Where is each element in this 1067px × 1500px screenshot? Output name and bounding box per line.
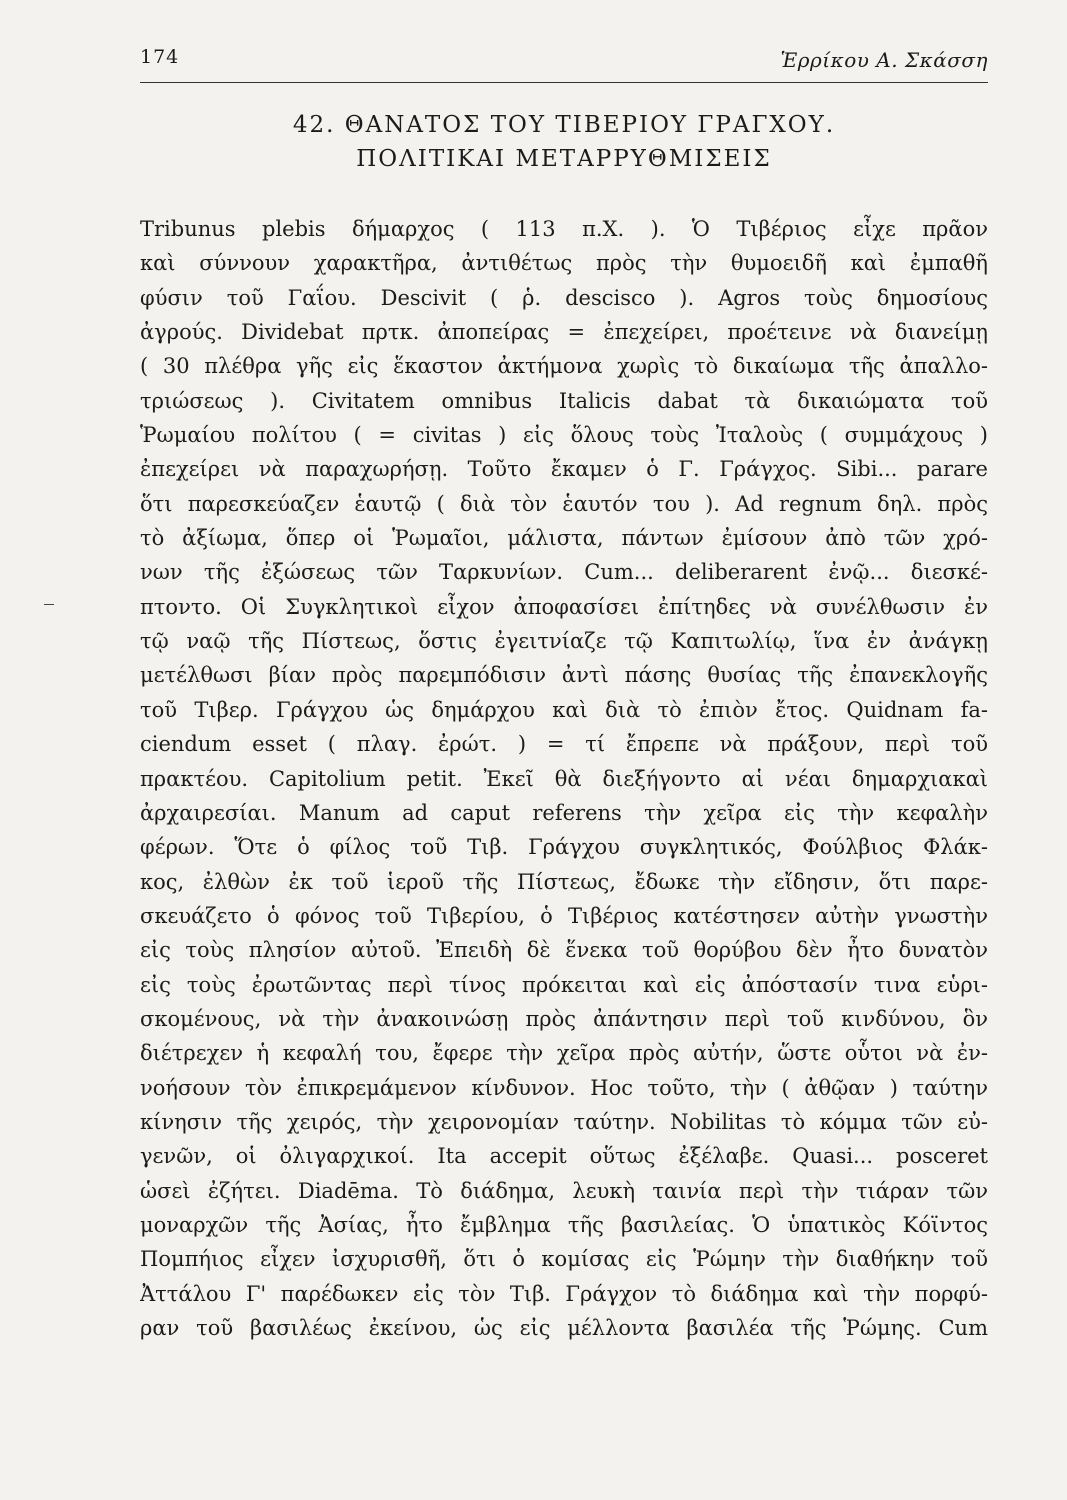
text-line: τῷ ναῷ τῆς Πίστεως, ὅστις ἐγειτνίαζε τῷ Καπιτωλίῳ, ἵνα ἐν ἀνάγκῃ	[140, 629, 988, 654]
running-head	[140, 40, 988, 90]
text-line: σκευάζετο ὁ φόνος τοῦ Τιβερίου, ὁ Τιβέριος κατέστησεν αὐτὴν γνωστὴν	[140, 903, 988, 928]
text-line: τοῦ Τιβερ. Γράγχου ὡς δημάρχου καὶ διὰ τὸ ἐπιὸν ἔτος. Quidnam fa-	[140, 697, 988, 722]
text-line: ἀγρούς. Dividebat πρτκ. ἀποπείρας = ἐπεχείρει, προέτεινε νὰ διανείμῃ	[140, 320, 988, 345]
text-line: Πομπήιος εἶχεν ἰσχυρισθῆ, ὅτι ὁ κομίσας εἰς Ῥώμην τὴν διαθήκην τοῦ	[140, 1247, 988, 1272]
section-subtitle: ΠΟΛΙΤΙΚΑΙ ΜΕΤΑΡΡΥΘΜΙΣΕΙΣ	[356, 146, 772, 172]
text-line: μετέλθωσι βίαν πρὸς παρεμπόδισιν ἀντὶ πάσης θυσίας τῆς ἐπανεκλογῆς	[140, 663, 988, 688]
header-rule	[140, 82, 988, 83]
text-line: μοναρχῶν τῆς Ἀσίας, ἦτο ἔμβλημα τῆς βασιλείας. Ὁ ὑπατικὸς Κόϊντος	[140, 1212, 988, 1237]
text-line: Ῥωμαίου πολίτου ( = civitas ) εἰς ὅλους τοὺς Ἰταλοὺς ( συμμάχους )	[140, 423, 988, 448]
text-line: ἀρχαιρεσίαι. Manum ad caput referens τὴν χεῖρα εἰς τὴν κεφαλὴν	[140, 800, 988, 825]
text-line: Ἀττάλου Γ' παρέδωκεν εἰς τὸν Τιβ. Γράγχον τὸ διάδημα καὶ τὴν πορφύ-	[140, 1281, 988, 1306]
text-line: τριώσεως ). Civitatem omnibus Italicis dabat τὰ δικαιώματα τοῦ	[140, 388, 988, 413]
text-line: ὡσεὶ ἐζήτει. Diadēma. Τὸ διάδημα, λευκὴ ταινία περὶ τὴν τιάραν τῶν	[140, 1178, 988, 1203]
margin-mark	[44, 604, 54, 605]
text-line: ἐπεχείρει νὰ παραχωρήσῃ. Τοῦτο ἔκαμεν ὁ Γ. Γράγχος. Sibi... parare	[140, 457, 988, 482]
text-line: φύσιν τοῦ Γαΐου. Descivit ( ῥ. descisco ). Agros τοὺς δημοσίους	[140, 285, 988, 310]
text-line: πρακτέου. Capitolium petit. Ἐκεῖ θὰ διεξήγοντο αἱ νέαι δημαρχιακαὶ	[140, 766, 988, 791]
text-line: πτοντο. Οἱ Συγκλητικοὶ εἶχον ἀποφασίσει ἐπίτηδες νὰ συνέλθωσιν ἐν	[140, 594, 988, 619]
section-title: 42. ΘΑΝΑΤΟΣ ΤΟΥ ΤΙΒΕΡΙΟΥ ΓΡΑΓΧΟΥ.	[292, 112, 836, 138]
text-line: εἰς τοὺς πλησίον αὐτοῦ. Ἐπειδὴ δὲ ἕνεκα τοῦ θορύβου δὲν ἦτο δυνατὸν	[140, 938, 988, 963]
text-line: κος, ἐλθὼν ἐκ τοῦ ἱεροῦ τῆς Πίστεως, ἔδωκε τὴν εἴδησιν, ὅτι παρε-	[140, 869, 988, 894]
text-line: νοήσουν τὸν ἐπικρεμάμενον κίνδυνον. Hoc τοῦτο, τὴν ( ἀθῷαν ) ταύτην	[140, 1075, 988, 1100]
text-line: ( 30 πλέθρα γῆς εἰς ἕκαστον ἀκτήμονα χωρὶς τὸ δικαίωμα τῆς ἀπαλλο-	[140, 354, 988, 379]
text-line: κίνησιν τῆς χειρός, τὴν χειρονομίαν ταύτην. Nobilitas τὸ κόμμα τῶν εὐ-	[140, 1109, 988, 1134]
running-head-author: Ἑρρίκου Α. Σκάσση	[780, 48, 988, 72]
text-line: εἰς τοὺς ἐρωτῶντας περὶ τίνος πρόκειται καὶ εἰς ἀπόστασίν τινα εὑρι-	[140, 972, 988, 997]
text-line: καὶ σύννουν χαρακτῆρα, ἀντιθέτως πρὸς τὴν θυμοειδῆ καὶ ἐμπαθῆ	[140, 251, 988, 276]
text-line: διέτρεχεν ἡ κεφαλή του, ἔφερε τὴν χεῖρα πρὸς αὐτήν, ὥστε οὗτοι νὰ ἐν-	[140, 1041, 988, 1066]
text-line: γενῶν, οἱ ὀλιγαρχικοί. Ita accepit οὕτως ἐξέλαβε. Quasi... posceret	[140, 1144, 988, 1169]
text-line: Tribunus plebis δήμαρχος ( 113 π.Χ. ). Ὁ Τιβέριος εἶχε πρᾶον	[140, 217, 988, 241]
text-line	[140, 1345, 988, 1379]
text-line: φέρων. Ὅτε ὁ φίλος τοῦ Τιβ. Γράγχου συγκλητικός, Φούλβιος Φλάκ-	[140, 835, 988, 860]
text-line: νων τῆς ἐξώσεως τῶν Ταρκυνίων. Cum... deliberarent ἐνῷ... διεσκέ-	[140, 560, 988, 585]
text-line: ciendum esset ( πλαγ. ἐρώτ. ) = τί ἔπρεπε νὰ πράξουν, περὶ τοῦ	[140, 732, 988, 757]
section-heading	[140, 108, 988, 176]
text-line: ραν τοῦ βασιλέως ἐκείνου, ὡς εἰς μέλλοντα βασιλέα τῆς Ῥώμης. Cum	[140, 1316, 988, 1340]
commentary-paragraph	[140, 212, 988, 1380]
text-line: ὅτι παρεσκεύαζεν ἑαυτῷ ( διὰ τὸν ἑαυτόν του ). Ad regnum δηλ. πρὸς	[140, 491, 988, 516]
text-line: σκομένους, νὰ τὴν ἀνακοινώσῃ πρὸς ἀπάντησιν περὶ τοῦ κινδύνου, ὃν	[140, 1006, 988, 1031]
text-line: τὸ ἀξίωμα, ὅπερ οἱ Ῥωμαῖοι, μάλιστα, πάντων ἐμίσουν ἀπὸ τῶν χρό-	[140, 526, 988, 551]
page-number: 174	[140, 46, 180, 68]
